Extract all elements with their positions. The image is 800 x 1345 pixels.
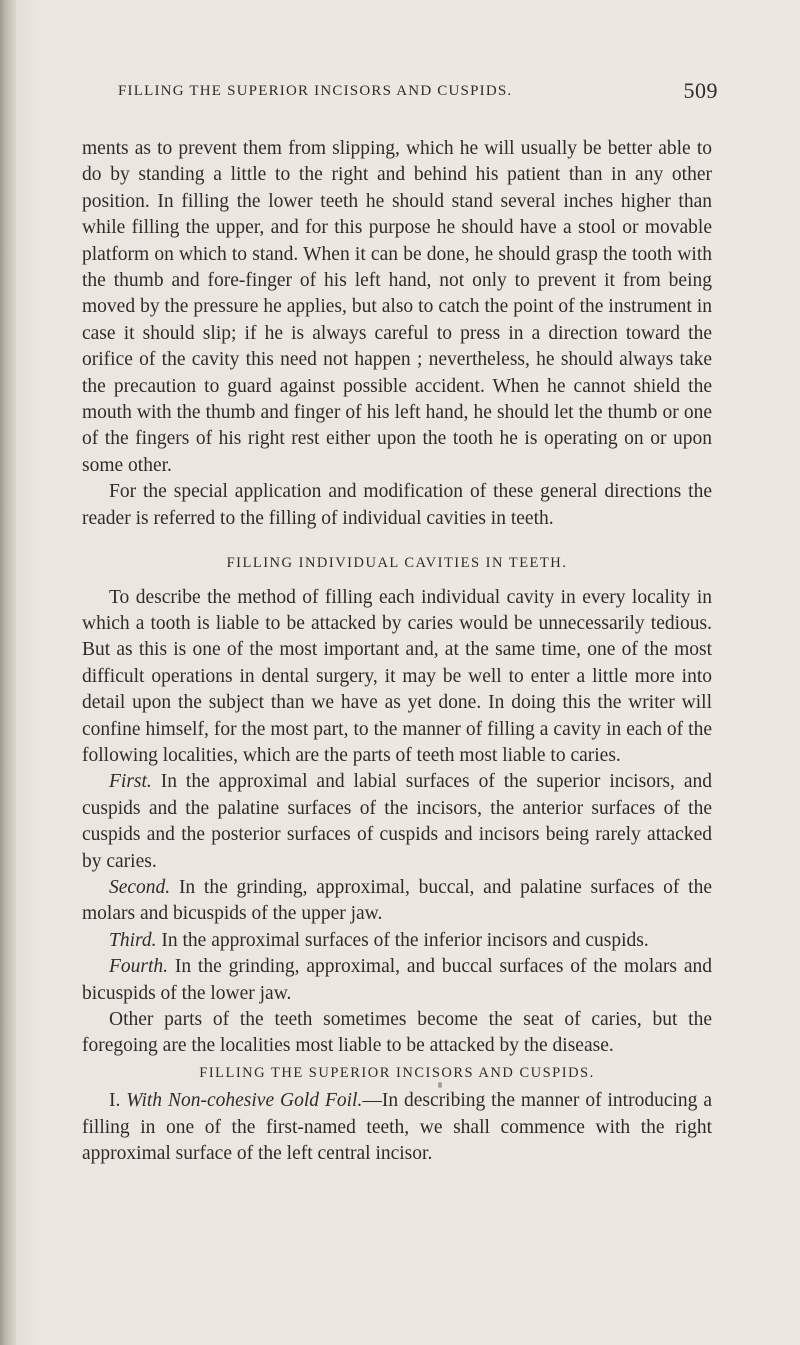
section-heading: FILLING THE SUPERIOR INCISORS AND CUSPIDS.: [199, 1064, 595, 1081]
ink-speck: [438, 1082, 442, 1088]
item-label: Second.: [109, 876, 171, 898]
paragraph-continuation: ments as to prevent them from slipping, which he will usually be better able to do by standing a little to the right and behind his patient than in any other position. In filling the lower teeth he should stand several inches higher than while filling the upper, and for this purpose he should have a stool or movable platform on which to stand. When it can be done, he should grasp the tooth with the thumb and fore-finger of his left hand, not only to prevent it from being moved by the pressure he applies, but also to catch the point of the instrument in case it should slip; if he is always careful to press in a direction toward the orifice of the cavity this need not happen ; nevertheless, he should always take the precaution to guard against possible accident. When he cannot shield the mouth with the thumb and finger of his left hand, he should let the thumb or one of the fingers of his right rest either upon the tooth he is operating on or upon some other.: [82, 138, 712, 476]
page-binding-edge: [0, 0, 16, 1345]
item-label: Third.: [109, 929, 157, 951]
list-item-second: [82, 875, 712, 928]
section-heading: FILLING INDIVIDUAL CAVITIES IN TEETH.: [226, 555, 568, 572]
item-text: In the grinding, approximal, buccal, and palatine surfaces of the molars and bicuspids of the upper jaw.: [82, 876, 712, 925]
item-text: In the approximal and labial surfaces of the superior incisors, and cuspids and the palatine surfaces of the incisors, the anterior surfaces of the cuspids and the posterior surfaces of cuspids and incisors being rarely attacked by caries.: [82, 771, 712, 872]
paragraph: Other parts of the teeth sometimes become the seat of caries, but the foregoing are the localities most liable to be attacked by the disease.: [82, 1009, 712, 1057]
paragraph: For the special application and modification of these general directions the reader is referred to the filling of individual cavities in teeth.: [82, 481, 712, 529]
list-item-fourth: [82, 954, 712, 1007]
item-label: Fourth.: [109, 956, 169, 978]
section-label: With Non-cohesive Gold Foil.: [126, 1090, 363, 1112]
page-number: 509: [683, 78, 718, 103]
item-label: First.: [109, 771, 152, 793]
section-number: I.: [109, 1090, 127, 1112]
item-text: In the grinding, approximal, and buccal surfaces of the molars and bicuspids of the lower jaw.: [82, 956, 712, 1004]
item-text: In the approximal surfaces of the inferior incisors and cuspids.: [156, 929, 649, 951]
running-head: FILLING THE SUPERIOR INCISORS AND CUSPIDS.: [118, 83, 513, 99]
body-text: [82, 136, 712, 1167]
list-item-first: [82, 769, 712, 875]
list-item-third: [82, 928, 712, 954]
page-header: [118, 80, 718, 104]
paragraph: [82, 1088, 712, 1167]
paragraph: To describe the method of filling each individual cavity in every locality in which a tooth is liable to be attacked by caries would be unnecessarily tedious. But as this is one of the most important and, at the same time, one of the most difficult operations in dental surgery, it may be well to enter a little more into detail upon the subject than we have as yet done. In doing this the writer will confine himself, for the most part, to the manner of filling a cavity in each of the following localities, which are the parts of teeth most liable to caries.: [82, 586, 712, 766]
section-text: —In describing the manner of introducing a filling in one of the first-named teeth, we shall commence with the right approximal surface of the left central incisor.: [82, 1090, 712, 1165]
